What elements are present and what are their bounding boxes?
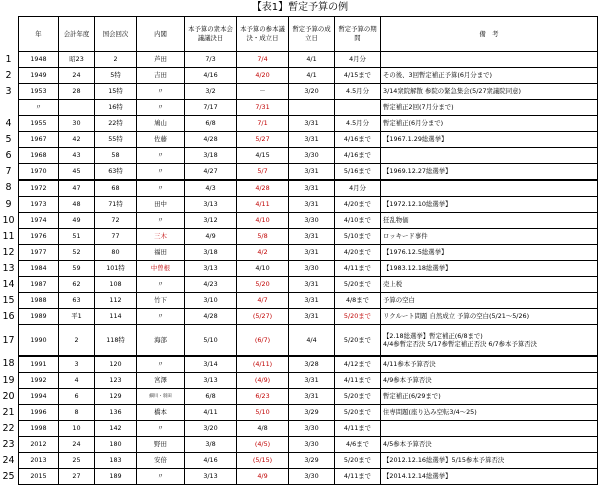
- fiscal-year-cell: 平1: [59, 309, 95, 325]
- provisional-period-cell: 5/20まで: [335, 309, 381, 325]
- cabinet-cell: 〃: [137, 277, 185, 293]
- header-fiscal-year: 会計年度: [59, 17, 95, 52]
- session-cell: 5特: [95, 68, 137, 84]
- table-row: [19, 116, 598, 132]
- fiscal-year-cell: 8: [59, 405, 95, 421]
- session-cell: 120: [95, 356, 137, 373]
- cabinet-cell: 〃: [137, 164, 185, 181]
- provisional-date-cell: 3/31: [289, 293, 335, 309]
- year-cell: 1970: [19, 164, 59, 181]
- notes-cell: [381, 421, 598, 437]
- provisional-period-cell: 4/16まで: [335, 148, 381, 164]
- year-cell: 1991: [19, 356, 59, 373]
- year-cell: 1972: [19, 180, 59, 197]
- row-number: 1: [5, 53, 12, 65]
- session-cell: 180: [95, 437, 137, 453]
- provisional-date-cell: 3/30: [289, 469, 335, 485]
- table-row: [19, 437, 598, 453]
- lower-vote-cell: 5/10: [185, 325, 237, 357]
- notes-cell: 暫定補正(6/29まで): [381, 389, 598, 405]
- table-row: [19, 180, 598, 197]
- lower-vote-cell: 3/18: [185, 148, 237, 164]
- provisional-date-cell: 3/31: [289, 389, 335, 405]
- provisional-period-cell: 4/20まで: [335, 197, 381, 213]
- fiscal-year-cell: 62: [59, 277, 95, 293]
- row-number: 24: [2, 454, 15, 466]
- year-cell: 1992: [19, 373, 59, 389]
- notes-cell: 4/11参本予算否決: [381, 356, 598, 373]
- upper-vote-cell: 4/28: [237, 180, 289, 197]
- year-cell: 1998: [19, 421, 59, 437]
- table-row: [19, 325, 598, 357]
- session-cell: 108: [95, 277, 137, 293]
- provisional-period-cell: 4/11まで: [335, 421, 381, 437]
- upper-vote-cell: 4/11: [237, 197, 289, 213]
- fiscal-year-cell: 28: [59, 84, 95, 100]
- cabinet-cell: 細川・羽田: [137, 389, 185, 405]
- row-number: 22: [2, 422, 15, 434]
- table-row: [19, 293, 598, 309]
- provisional-date-cell: 3/30: [289, 437, 335, 453]
- provisional-date-cell: 3/31: [289, 116, 335, 132]
- upper-vote-cell: (6/7): [237, 325, 289, 357]
- cabinet-cell: 三木: [137, 229, 185, 245]
- provisional-date-cell: 3/31: [289, 132, 335, 148]
- cabinet-cell: 〃: [137, 421, 185, 437]
- row-number: 6: [5, 149, 12, 161]
- row-number: 19: [2, 374, 15, 386]
- notes-cell: [381, 52, 598, 68]
- provisional-date-cell: 3/30: [289, 261, 335, 277]
- provisional-period-cell: 4/11まで: [335, 373, 381, 389]
- row-number: 3: [5, 85, 12, 97]
- notes-cell: 【1972.12.10総選挙】: [381, 197, 598, 213]
- session-cell: 80: [95, 245, 137, 261]
- page-title: 【表1】暫定予算の例: [251, 2, 349, 13]
- lower-vote-cell: 4/28: [185, 309, 237, 325]
- provisional-date-cell: 3/31: [289, 373, 335, 389]
- session-cell: 71特: [95, 197, 137, 213]
- lower-vote-cell: 4/11: [185, 405, 237, 421]
- session-cell: 2: [95, 52, 137, 68]
- row-number: 5: [5, 133, 12, 145]
- upper-vote-cell: 7/1: [237, 116, 289, 132]
- provisional-budget-table: [18, 16, 598, 485]
- fiscal-year-cell: 43: [59, 148, 95, 164]
- notes-cell: 売上税: [381, 277, 598, 293]
- provisional-date-cell: 4/1: [289, 52, 335, 68]
- notes-cell: リクルート問題 自然成立 予算の空白(5/21～5/26): [381, 309, 598, 325]
- year-cell: 1967: [19, 132, 59, 148]
- provisional-period-cell: 4.5月分: [335, 116, 381, 132]
- table-row: [19, 84, 598, 100]
- lower-vote-cell: 3/18: [185, 245, 237, 261]
- notes-cell: 【1976.12.5総選挙】: [381, 245, 598, 261]
- provisional-date-cell: 3/30: [289, 421, 335, 437]
- lower-vote-cell: 6/8: [185, 116, 237, 132]
- fiscal-year-cell: 47: [59, 180, 95, 197]
- row-number: 18: [2, 358, 15, 369]
- provisional-date-cell: 3/20: [289, 84, 335, 100]
- provisional-date-cell: 3/31: [289, 229, 335, 245]
- row-number: 23: [2, 438, 15, 450]
- year-cell: 2015: [19, 469, 59, 485]
- table-row: [19, 261, 598, 277]
- cabinet-cell: 宮澤: [137, 373, 185, 389]
- session-cell: 22特: [95, 116, 137, 132]
- row-number: 13: [2, 262, 15, 274]
- lower-vote-cell: 4/23: [185, 277, 237, 293]
- provisional-period-cell: 5/20まで: [335, 453, 381, 469]
- row-number: 11: [2, 230, 15, 242]
- provisional-period-cell: 4/12まで: [335, 356, 381, 373]
- notes-cell: [381, 180, 598, 197]
- header-year: 年: [19, 17, 59, 52]
- fiscal-year-cell: 25: [59, 453, 95, 469]
- provisional-date-cell: 3/31: [289, 245, 335, 261]
- lower-vote-cell: 3/13: [185, 261, 237, 277]
- year-cell: 1973: [19, 197, 59, 213]
- session-cell: 112: [95, 293, 137, 309]
- upper-vote-cell: 5/20: [237, 277, 289, 293]
- session-cell: 16特: [95, 100, 137, 116]
- lower-vote-cell: 4/9: [185, 229, 237, 245]
- row-number: 10: [2, 214, 15, 226]
- year-cell: 1994: [19, 389, 59, 405]
- cabinet-cell: 〃: [137, 469, 185, 485]
- fiscal-year-cell: 59: [59, 261, 95, 277]
- cabinet-cell: 芦田: [137, 52, 185, 68]
- cabinet-cell: 竹下: [137, 293, 185, 309]
- provisional-period-cell: 4/16まで: [335, 132, 381, 148]
- cabinet-cell: 〃: [137, 213, 185, 229]
- fiscal-year-cell: 3: [59, 356, 95, 373]
- year-cell: 1955: [19, 116, 59, 132]
- year-cell: 〃: [19, 100, 59, 116]
- upper-vote-cell: (4/5): [237, 437, 289, 453]
- provisional-date-cell: 3/29: [289, 405, 335, 421]
- row-number: 15: [2, 294, 15, 306]
- row-number: 21: [2, 406, 15, 418]
- year-cell: 1990: [19, 325, 59, 357]
- header-lower-vote: 本予算の衆本会議議決日: [185, 17, 237, 52]
- upper-vote-cell: 4/8: [237, 421, 289, 437]
- lower-vote-cell: 3/14: [185, 356, 237, 373]
- upper-vote-cell: 4/10: [237, 261, 289, 277]
- notes-cell: 暫定補正(6月分まで): [381, 116, 598, 132]
- lower-vote-cell: 6/8: [185, 389, 237, 405]
- table-row: [19, 469, 598, 485]
- cabinet-cell: 海部: [137, 325, 185, 357]
- provisional-period-cell: 4.5月分: [335, 84, 381, 100]
- fiscal-year-cell: 49: [59, 213, 95, 229]
- upper-vote-cell: (4/11): [237, 356, 289, 373]
- provisional-period-cell: 5/10まで: [335, 229, 381, 245]
- row-number: 20: [2, 390, 15, 402]
- fiscal-year-cell: 昭23: [59, 52, 95, 68]
- upper-vote-cell: 4/20: [237, 68, 289, 84]
- year-cell: 1953: [19, 84, 59, 100]
- row-number: 14: [2, 278, 15, 290]
- table-row: [19, 100, 598, 116]
- lower-vote-cell: 3/8: [185, 437, 237, 453]
- notes-cell: 【1967.1.29総選挙】: [381, 132, 598, 148]
- upper-vote-cell: (5/27): [237, 309, 289, 325]
- fiscal-year-cell: 63: [59, 293, 95, 309]
- year-cell: 2012: [19, 437, 59, 453]
- upper-vote-cell: －: [237, 84, 289, 100]
- provisional-date-cell: 3/30: [289, 213, 335, 229]
- upper-vote-cell: 7/31: [237, 100, 289, 116]
- notes-cell: 【2012.12.16総選挙】5/15参本予算否決: [381, 453, 598, 469]
- row-number: 9: [5, 198, 12, 210]
- year-cell: 1988: [19, 293, 59, 309]
- lower-vote-cell: 3/12: [185, 213, 237, 229]
- session-cell: 58: [95, 148, 137, 164]
- table-row: [19, 453, 598, 469]
- fiscal-year-cell: 6: [59, 389, 95, 405]
- table-row: [19, 52, 598, 68]
- lower-vote-cell: 4/3: [185, 180, 237, 197]
- row-number: 12: [2, 246, 15, 258]
- fiscal-year-cell: 27: [59, 469, 95, 485]
- year-cell: 1987: [19, 277, 59, 293]
- session-cell: 68: [95, 180, 137, 197]
- provisional-date-cell: 4/1: [289, 68, 335, 84]
- notes-cell: 狂乱物価: [381, 213, 598, 229]
- cabinet-cell: 福田: [137, 245, 185, 261]
- session-cell: 63特: [95, 164, 137, 181]
- lower-vote-cell: 3/13: [185, 373, 237, 389]
- session-cell: 189: [95, 469, 137, 485]
- header-provisional-date: 暫定予算の成立日: [289, 17, 335, 52]
- session-cell: 72: [95, 213, 137, 229]
- lower-vote-cell: 4/27: [185, 164, 237, 181]
- upper-vote-cell: (5/15): [237, 453, 289, 469]
- fiscal-year-cell: 4: [59, 373, 95, 389]
- table-row: [19, 356, 598, 373]
- provisional-date-cell: 3/31: [289, 164, 335, 181]
- table-row: [19, 373, 598, 389]
- row-number: [0, 100, 17, 116]
- row-number: 2: [5, 69, 12, 81]
- upper-vote-cell: (4/9): [237, 373, 289, 389]
- table-row: [19, 164, 598, 181]
- provisional-period-cell: 4/11まで: [335, 261, 381, 277]
- lower-vote-cell: 3/10: [185, 293, 237, 309]
- upper-vote-cell: 4/7: [237, 293, 289, 309]
- lower-vote-cell: 4/16: [185, 68, 237, 84]
- upper-vote-cell: 5/7: [237, 164, 289, 181]
- year-cell: 1977: [19, 245, 59, 261]
- session-cell: 101特: [95, 261, 137, 277]
- year-cell: 1984: [19, 261, 59, 277]
- provisional-date-cell: 4/4: [289, 325, 335, 357]
- notes-cell: 4/5参本予算否決: [381, 437, 598, 453]
- session-cell: 142: [95, 421, 137, 437]
- notes-cell: 4/9参本予算否決: [381, 373, 598, 389]
- table-row: [19, 389, 598, 405]
- year-cell: 1974: [19, 213, 59, 229]
- lower-vote-cell: 3/13: [185, 469, 237, 485]
- provisional-date-cell: [289, 100, 335, 116]
- provisional-date-cell: 3/31: [289, 197, 335, 213]
- cabinet-cell: 〃: [137, 100, 185, 116]
- provisional-date-cell: 3/31: [289, 309, 335, 325]
- upper-vote-cell: 4/9: [237, 469, 289, 485]
- upper-vote-cell: 6/23: [237, 389, 289, 405]
- table-row: [19, 245, 598, 261]
- provisional-period-cell: 4/8まで: [335, 293, 381, 309]
- notes-cell: 【2.18総選挙】暫定補正(6/8まで) 4/4参暫定否決 5/17参暫定補正否決 6/7参本予算否決: [381, 325, 598, 357]
- table-row: [19, 309, 598, 325]
- notes-cell: 【2014.12.14総選挙】: [381, 469, 598, 485]
- fiscal-year-cell: 51: [59, 229, 95, 245]
- header-cabinet: 内閣: [137, 17, 185, 52]
- table-row: [19, 405, 598, 421]
- notes-cell: 予算の空白: [381, 293, 598, 309]
- session-cell: 55特: [95, 132, 137, 148]
- lower-vote-cell: 7/3: [185, 52, 237, 68]
- session-cell: 15特: [95, 84, 137, 100]
- fiscal-year-cell: 10: [59, 421, 95, 437]
- table-row: [19, 213, 598, 229]
- cabinet-cell: 〃: [137, 180, 185, 197]
- lower-vote-cell: 3/13: [185, 197, 237, 213]
- cabinet-cell: 〃: [137, 84, 185, 100]
- upper-vote-cell: 4/2: [237, 245, 289, 261]
- upper-vote-cell: 4/10: [237, 213, 289, 229]
- year-cell: 1968: [19, 148, 59, 164]
- provisional-date-cell: 3/28: [289, 356, 335, 373]
- year-cell: 1949: [19, 68, 59, 84]
- table-row: [19, 421, 598, 437]
- notes-cell: 住専問題(座り込み空転3/4～25): [381, 405, 598, 421]
- row-number: 7: [5, 165, 12, 177]
- year-cell: 1996: [19, 405, 59, 421]
- header-provisional-period: 暫定予算の期間: [335, 17, 381, 52]
- fiscal-year-cell: 42: [59, 132, 95, 148]
- provisional-date-cell: 3/31: [289, 180, 335, 197]
- fiscal-year-cell: 48: [59, 197, 95, 213]
- session-cell: 114: [95, 309, 137, 325]
- cabinet-cell: 〃: [137, 148, 185, 164]
- provisional-period-cell: 5/20まで: [335, 405, 381, 421]
- table-row: [19, 148, 598, 164]
- provisional-date-cell: 3/29: [289, 453, 335, 469]
- cabinet-cell: 鳩山: [137, 116, 185, 132]
- provisional-period-cell: 4/20まで: [335, 245, 381, 261]
- table-row: [19, 68, 598, 84]
- header-session: 国会回次: [95, 17, 137, 52]
- row-number: 17: [2, 334, 15, 346]
- table-row: [19, 229, 598, 245]
- fiscal-year-cell: 24: [59, 437, 95, 453]
- provisional-date-cell: 3/31: [289, 277, 335, 293]
- cabinet-cell: 安倍: [137, 453, 185, 469]
- cabinet-cell: 〃: [137, 356, 185, 373]
- lower-vote-cell: 3/20: [185, 421, 237, 437]
- lower-vote-cell: 4/28: [185, 132, 237, 148]
- provisional-period-cell: 5/16まで: [335, 164, 381, 181]
- notes-cell: 暫定補正2回(7月分まで): [381, 100, 598, 116]
- provisional-period-cell: 5/20まで: [335, 325, 381, 357]
- provisional-period-cell: 4/6まで: [335, 437, 381, 453]
- cabinet-cell: 中曽根: [137, 261, 185, 277]
- notes-cell: 【1969.12.27総選挙】: [381, 164, 598, 181]
- upper-vote-cell: 5/10: [237, 405, 289, 421]
- header-notes: 備 考: [381, 17, 598, 52]
- lower-vote-cell: 4/16: [185, 453, 237, 469]
- header-upper-vote: 本予算の参本議決・成立日: [237, 17, 289, 52]
- notes-cell: [381, 148, 598, 164]
- fiscal-year-cell: 52: [59, 245, 95, 261]
- session-cell: 129: [95, 389, 137, 405]
- provisional-period-cell: 4月分: [335, 180, 381, 197]
- fiscal-year-cell: [59, 100, 95, 116]
- provisional-period-cell: 5/20まで: [335, 389, 381, 405]
- upper-vote-cell: 7/4: [237, 52, 289, 68]
- table-row: [19, 197, 598, 213]
- fiscal-year-cell: 30: [59, 116, 95, 132]
- notes-cell: ロッキード事件: [381, 229, 598, 245]
- row-number: 4: [5, 117, 12, 129]
- table-row: [19, 132, 598, 148]
- row-number: 16: [2, 310, 15, 322]
- provisional-period-cell: 5/20まで: [335, 277, 381, 293]
- year-cell: 2013: [19, 453, 59, 469]
- session-cell: 123: [95, 373, 137, 389]
- table-row: [19, 277, 598, 293]
- notes-cell: 【1983.12.18総選挙】: [381, 261, 598, 277]
- provisional-period-cell: 4/10まで: [335, 213, 381, 229]
- session-cell: 118特: [95, 325, 137, 357]
- cabinet-cell: 野田: [137, 437, 185, 453]
- notes-cell: その後、3回暫定補正予算(6月分まで): [381, 68, 598, 84]
- notes-cell: 3/14衆院解散 参院の緊急集会(5/27衆議院同意): [381, 84, 598, 100]
- fiscal-year-cell: 45: [59, 164, 95, 181]
- provisional-date-cell: 3/30: [289, 148, 335, 164]
- cabinet-cell: 吉田: [137, 68, 185, 84]
- lower-vote-cell: 3/2: [185, 84, 237, 100]
- row-number: 25: [2, 470, 15, 482]
- cabinet-cell: 橋本: [137, 405, 185, 421]
- year-cell: 1948: [19, 52, 59, 68]
- session-cell: 183: [95, 453, 137, 469]
- upper-vote-cell: 4/15: [237, 148, 289, 164]
- year-cell: 1989: [19, 309, 59, 325]
- provisional-period-cell: [335, 100, 381, 116]
- provisional-period-cell: 4月分: [335, 52, 381, 68]
- cabinet-cell: 田中: [137, 197, 185, 213]
- cabinet-cell: 佐藤: [137, 132, 185, 148]
- session-cell: 136: [95, 405, 137, 421]
- fiscal-year-cell: 2: [59, 325, 95, 357]
- cabinet-cell: 〃: [137, 309, 185, 325]
- year-cell: 1976: [19, 229, 59, 245]
- upper-vote-cell: 5/8: [237, 229, 289, 245]
- upper-vote-cell: 5/27: [237, 132, 289, 148]
- provisional-period-cell: 4/15まで: [335, 68, 381, 84]
- header-row: [19, 17, 598, 52]
- lower-vote-cell: 7/17: [185, 100, 237, 116]
- row-number: 8: [5, 182, 12, 193]
- fiscal-year-cell: 24: [59, 68, 95, 84]
- session-cell: 77: [95, 229, 137, 245]
- provisional-period-cell: 4/11まで: [335, 469, 381, 485]
